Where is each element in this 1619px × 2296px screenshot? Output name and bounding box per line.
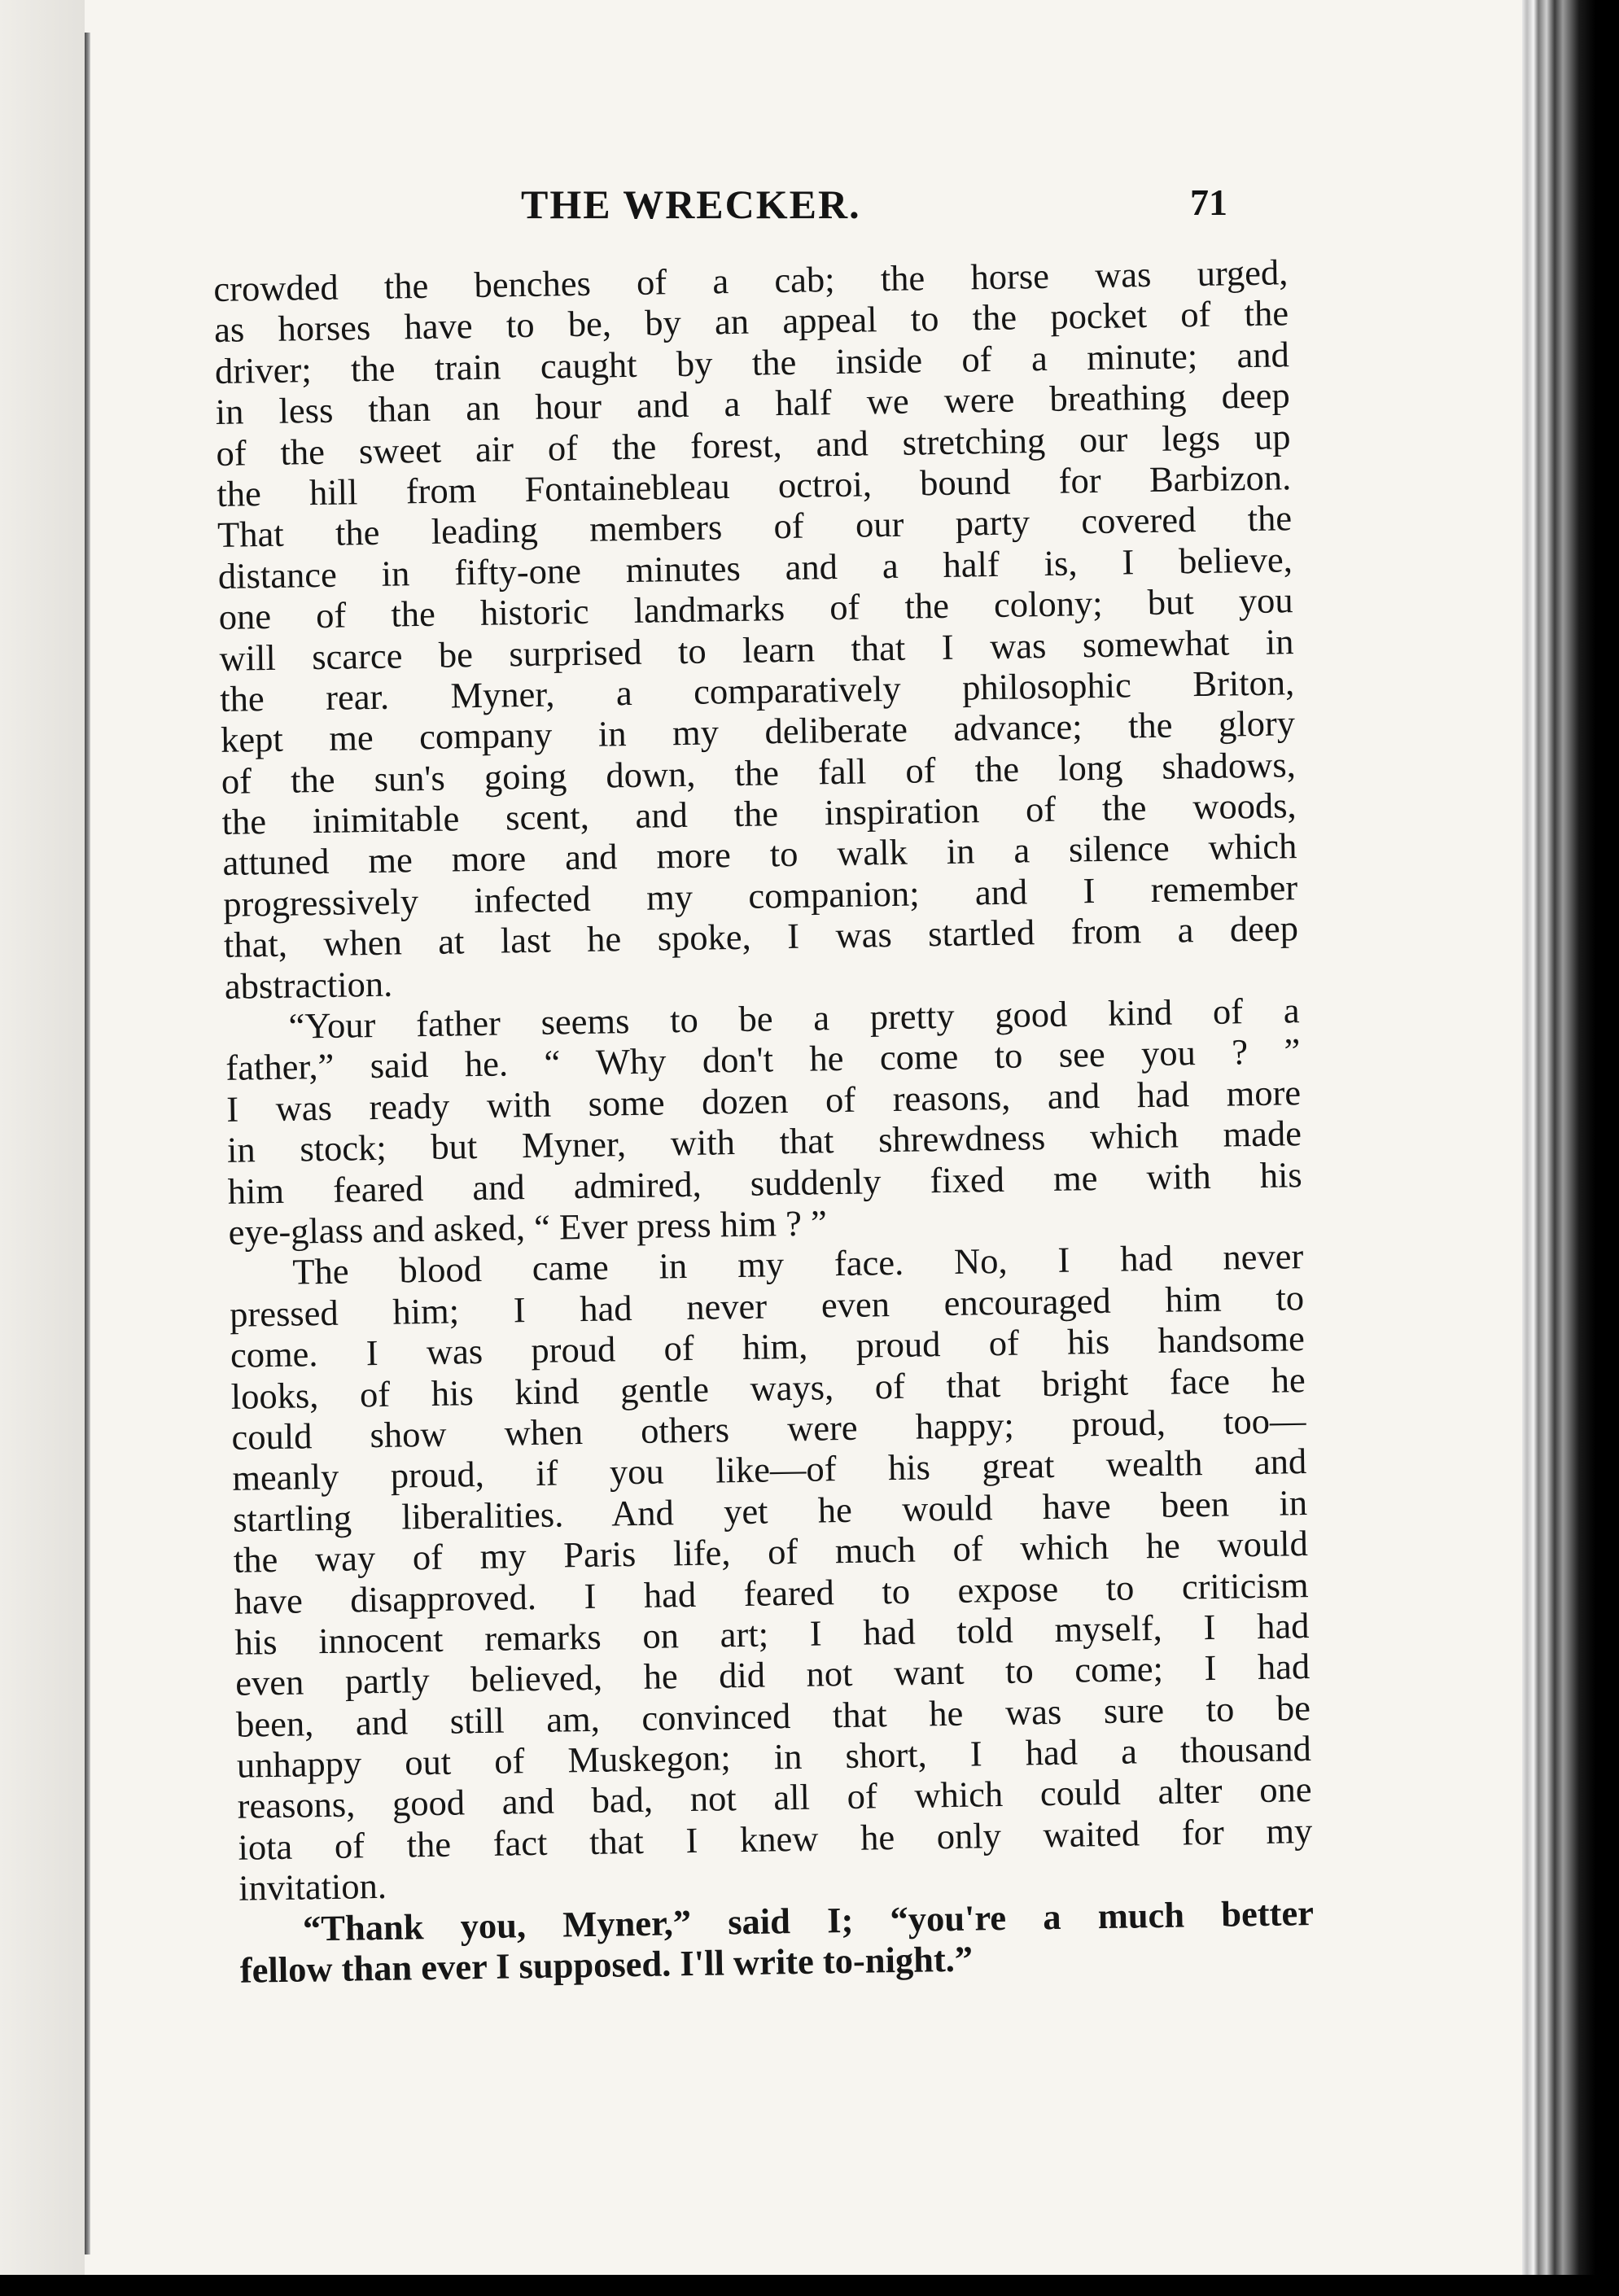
text-line: abstraction. xyxy=(224,963,393,1007)
text-line: startling liberalities. And yet he would have been in xyxy=(232,1481,1308,1540)
text-line: of the sweet air of the forest, and stretching our legs up xyxy=(216,415,1291,474)
gutter-line xyxy=(85,33,90,2254)
scan-border xyxy=(0,2275,1619,2296)
text-line: the hill from Fontainebleau octroi, bound for Barbizon. xyxy=(216,457,1292,514)
text-line: in stock; but Myner, with that shrewdness which made xyxy=(226,1113,1302,1171)
text-line: come. I was proud of him, proud of his handsome xyxy=(230,1318,1306,1375)
text-line: one of the historic landmarks of the colony; but you xyxy=(218,579,1293,638)
text-line: attuned me more and more to walk in a silence which xyxy=(222,825,1297,884)
text-line: reasons, good and bad, not all of which could alter one xyxy=(237,1769,1312,1827)
text-line: fellow than ever I supposed. I'll write to-night.” xyxy=(239,1938,974,1991)
text-line: progressively infected my companion; and I remember xyxy=(222,867,1298,925)
text-line: kept me company in my deliberate advance; the glory xyxy=(220,702,1296,761)
text-line: invitation. xyxy=(238,1865,387,1909)
text-line: That the leading members of our party covered the xyxy=(217,497,1293,556)
text-line: in less than an hour and a half we were breathing deep xyxy=(215,374,1290,433)
text-line: could show when others were happy; proud, too— xyxy=(231,1400,1306,1458)
text-line: of the sun's going down, the fall of the long shadows, xyxy=(221,743,1297,802)
text-line: driver; the train caught by the inside of a minute; and xyxy=(214,334,1290,391)
text-line: will scarce be surprised to learn that I was somewhat in xyxy=(219,620,1294,679)
text-line: his innocent remarks on art; I had told myself, I had xyxy=(234,1604,1310,1663)
text-line: been, and still am, convinced that he was sure to be xyxy=(235,1686,1311,1745)
text-line: The blood came in my face. No, I had never xyxy=(291,1235,1304,1292)
text-line: pressed him; I had never even encouraged him to xyxy=(229,1276,1305,1335)
text-line: that, when at last he spoke, I was startled from a deep xyxy=(223,907,1299,966)
text-line: him feared and admired, suddenly fixed me with his xyxy=(227,1153,1303,1212)
text-line: as horses have to be, by an appeal to the pocket of the xyxy=(213,292,1289,351)
text-line: crowded the benches of a cab; the horse was urged, xyxy=(213,251,1289,309)
text-line: looks, of his kind gentle ways, of that bright face he xyxy=(230,1358,1306,1417)
text-line: unhappy out of Muskegon; in short, I had a thousand xyxy=(236,1728,1312,1786)
text-line: the way of my Paris life, of much of which he would xyxy=(233,1523,1309,1581)
page-number: 71 xyxy=(1190,181,1227,223)
text-line: “Thank you, Myner,” said I; “you're a much better xyxy=(302,1891,1315,1949)
book-fore-edge xyxy=(1522,0,1619,2275)
body-text xyxy=(213,251,1315,1991)
text-line: iota of the fact that I knew he only waited for my xyxy=(238,1809,1313,1868)
text-line: meanly proud, if you like—of his great wealth and xyxy=(231,1441,1307,1499)
text-line: father,” said he. “ Why don't he come to see you ? ” xyxy=(225,1030,1301,1089)
text-line: even partly believed, he did not want to come; I had xyxy=(234,1646,1311,1704)
text-line: distance in fifty-one minutes and a half is, I believe, xyxy=(217,538,1293,597)
text-line: the inimitable scent, and the inspiration of the woods, xyxy=(221,785,1297,842)
text-line: have disapproved. I had feared to expose to criticism xyxy=(234,1563,1309,1622)
text-line: “Your father seems to be a pretty good kind of a xyxy=(288,990,1300,1047)
text-line: I was ready with some dozen of reasons, and had more xyxy=(225,1071,1302,1130)
facing-page-edge xyxy=(0,0,85,2275)
text-line: eye-glass and asked, “ Ever press him ? ” xyxy=(228,1202,828,1253)
running-head: THE WRECKER. xyxy=(521,181,861,227)
text-line: the rear. Myner, a comparatively philosophic Briton, xyxy=(219,662,1295,719)
